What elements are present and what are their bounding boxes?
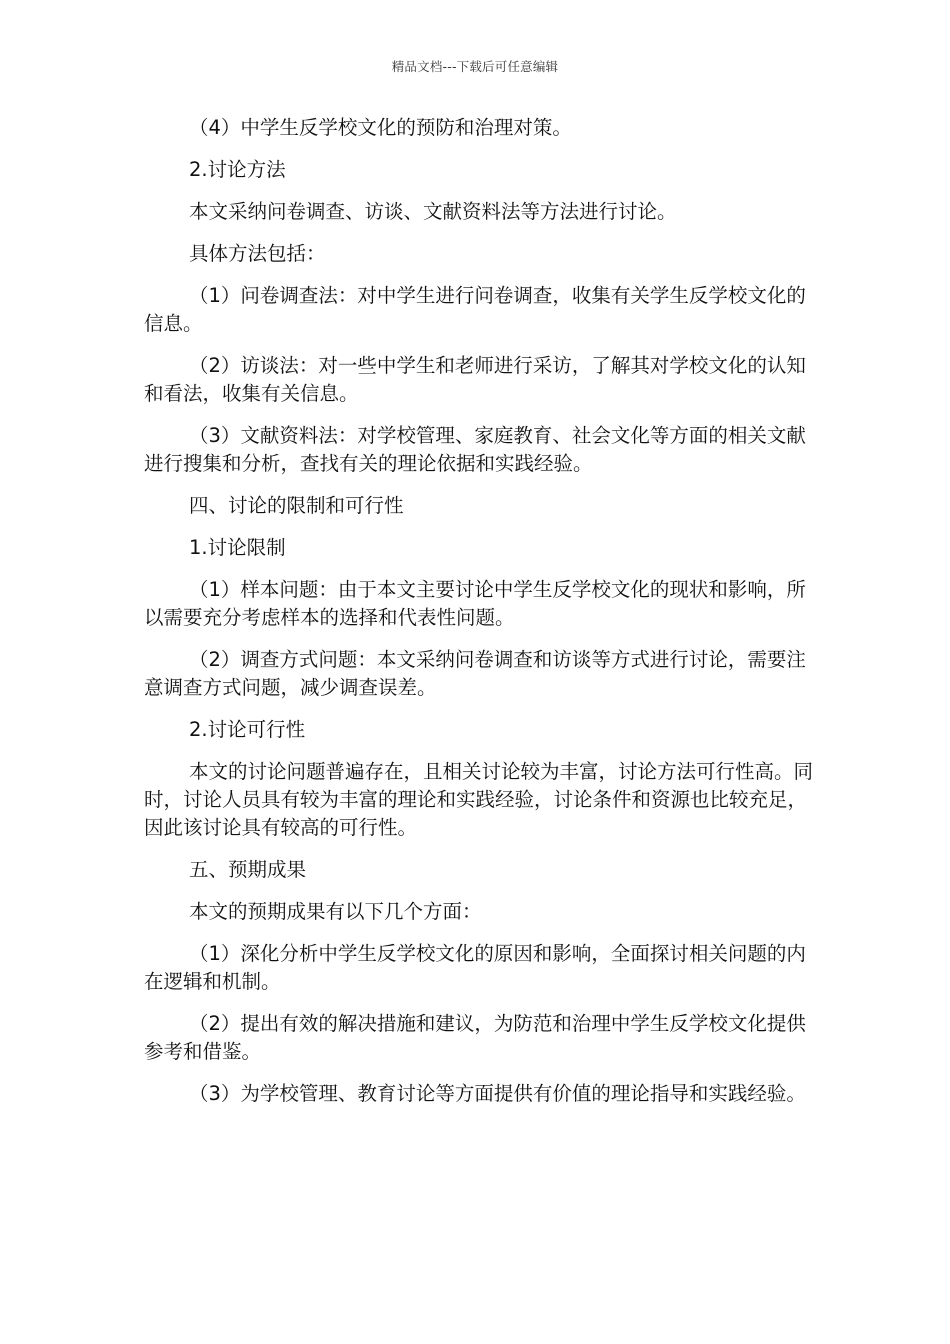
paragraph-sample-issue: （1）样本问题：由于本文主要讨论中学生反学校文化的现状和影响，所以需要充分考虑样本的选择和代表性问题。: [144, 578, 806, 629]
paragraph-questionnaire: （1）问卷调查法：对中学生进行问卷调查，收集有关学生反学校文化的信息。: [144, 284, 806, 335]
paragraph-feasibility: 本文的讨论问题普遍存在，且相关讨论较为丰富，讨论方法可行性高。同时，讨论人员具有较为丰富的理论和实践经验，讨论条件和资源也比较充足，因此该讨论具有较高的可行性。: [144, 760, 814, 839]
paragraph-result-1: （1）深化分析中学生反学校文化的原因和影响，全面探讨相关问题的内在逻辑和机制。: [144, 942, 806, 993]
paragraph-method-list-intro: 具体方法包括：: [189, 242, 326, 265]
page-header: 精品文档---下载后可任意编辑: [391, 59, 559, 74]
section-heading-results: 五、预期成果: [189, 858, 307, 881]
paragraph-literature: （3）文献资料法：对学校管理、家庭教育、社会文化等方面的相关文献进行搜集和分析，查找有关的理论依据和实践经验。: [144, 424, 806, 475]
document-body: [144, 114, 816, 1122]
section-heading-limits: 四、讨论的限制和可行性: [189, 494, 404, 517]
paragraph-result-2: （2）提出有效的解决措施和建议，为防范和治理中学生反学校文化提供参考和借鉴。: [144, 1012, 806, 1063]
paragraph-result-3: （3）为学校管理、教育讨论等方面提供有价值的理论指导和实践经验。: [189, 1082, 806, 1105]
paragraph-survey-issue: （2）调查方式问题：本文采纳问卷调查和访谈等方式进行讨论，需要注意调查方式问题，减少调查误差。: [144, 648, 806, 699]
subheading-feasibility: 2.讨论可行性: [189, 718, 306, 741]
section-heading-method: 2.讨论方法: [189, 158, 286, 181]
paragraph-method-intro: 本文采纳问卷调查、访谈、文献资料法等方法进行讨论。: [189, 200, 677, 223]
paragraph-results-intro: 本文的预期成果有以下几个方面：: [189, 900, 482, 923]
paragraph-item-4: （4）中学生反学校文化的预防和治理对策。: [189, 116, 572, 139]
paragraph-interview: （2）访谈法：对一些中学生和老师进行采访，了解其对学校文化的认知和看法，收集有关信息。: [144, 354, 806, 405]
subheading-limits: 1.讨论限制: [189, 536, 286, 559]
